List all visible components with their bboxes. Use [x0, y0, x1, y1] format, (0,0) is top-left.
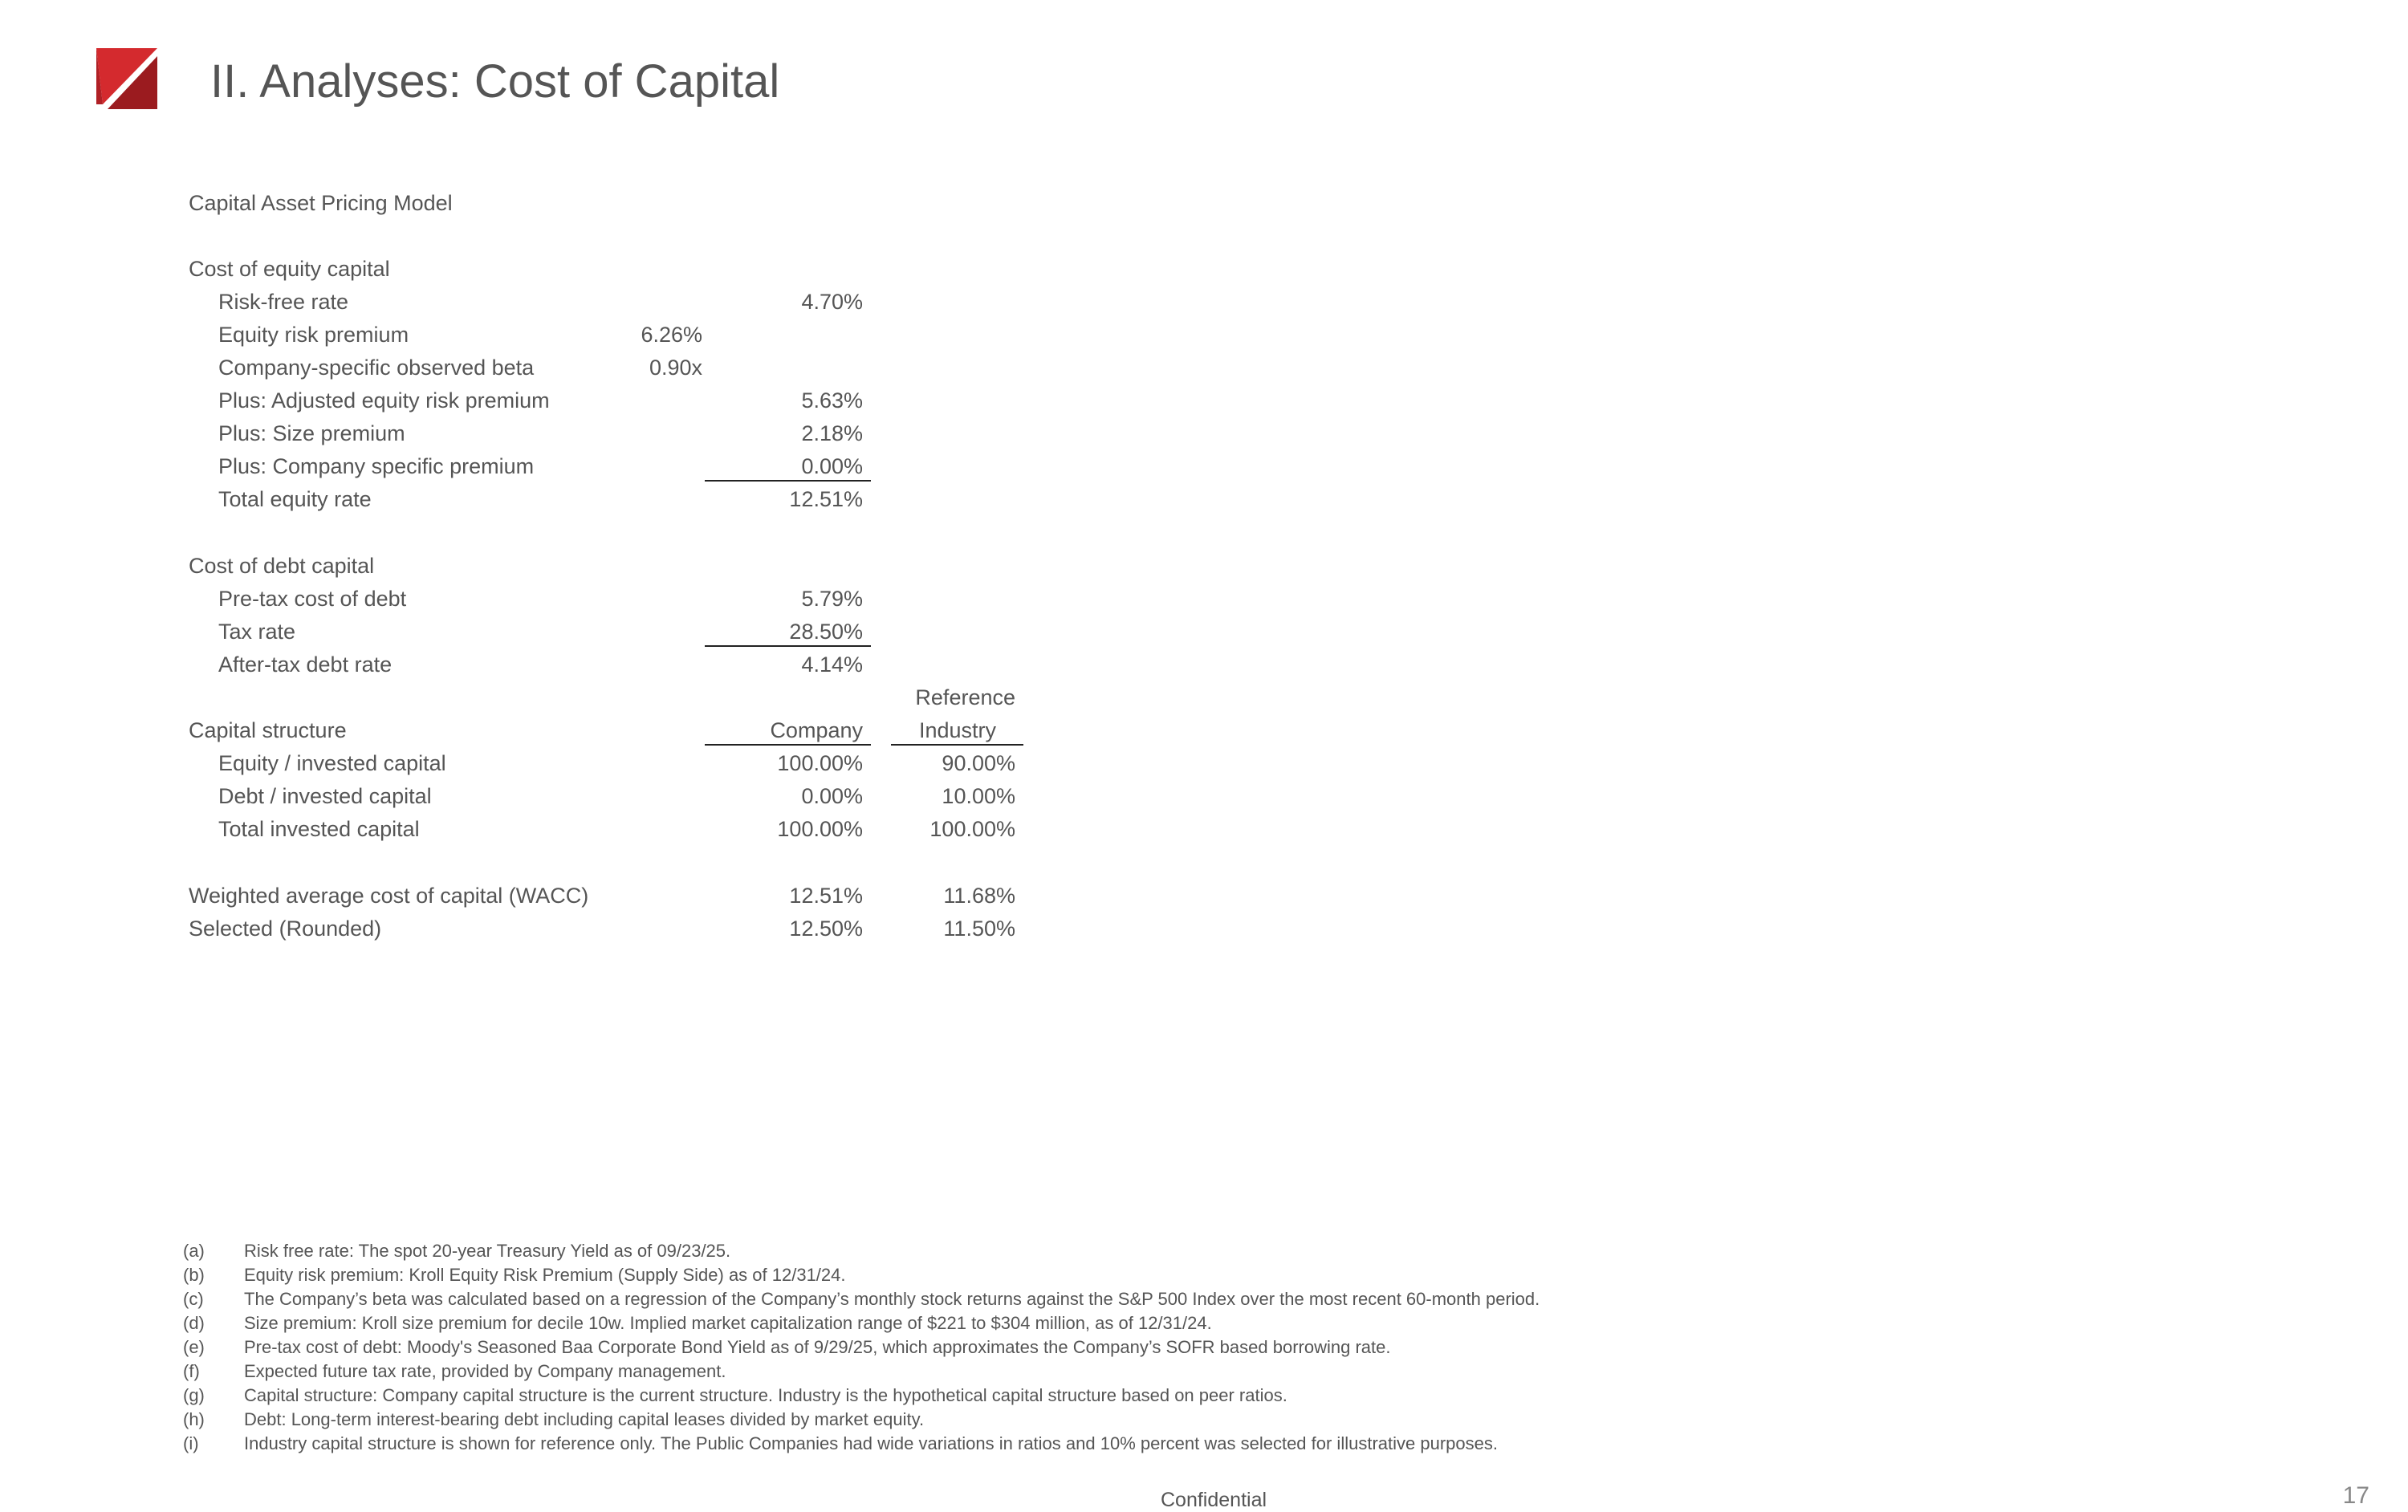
subtotal-rule [705, 480, 871, 482]
footnote-text: Equity risk premium: Kroll Equity Risk Premium (Supply Side) as of 12/31/24. [244, 1265, 846, 1285]
selected-label: Selected (Rounded) [189, 917, 382, 941]
total-equity-rate-value: 12.51% [789, 487, 863, 511]
selected-industry: 11.50% [943, 917, 1015, 941]
equity-invested-industry: 90.00% [942, 751, 1015, 775]
footnote-text: Industry capital structure is shown for reference only. The Public Companies had wide variations in ratios and 10% percent was selected for illustrative purposes. [244, 1433, 1498, 1453]
beta-label: Company-specific observed beta [218, 356, 535, 380]
footnote-text: Pre-tax cost of debt: Moody's Seasoned Baa Corporate Bond Yield as of 9/29/25, which approximates the Company’s SOFR based borrowing rate. [244, 1337, 1391, 1357]
risk-free-rate-value: 4.70% [801, 290, 863, 314]
model-title: Capital Asset Pricing Model [189, 191, 453, 215]
footnote-text: Risk free rate: The spot 20-year Treasury Yield as of 09/23/25. [244, 1241, 731, 1261]
industry-column-header-line1: Reference [915, 685, 1015, 709]
footnote-letter: (d) [183, 1313, 205, 1333]
risk-free-rate-label: Risk-free rate [218, 290, 349, 314]
debt-heading: Cost of debt capital [189, 554, 375, 578]
footnote-letter: (g) [183, 1385, 205, 1405]
size-premium-label: Plus: Size premium [218, 421, 405, 445]
after-tax-debt-label: After-tax debt rate [218, 652, 393, 677]
footnote-letter: (f) [183, 1361, 200, 1381]
company-column-header: Company [770, 718, 863, 742]
footnote-text: Debt: Long-term interest-bearing debt including capital leases divided by market equity. [244, 1409, 925, 1429]
footnote-text: Expected future tax rate, provided by Company management. [244, 1361, 726, 1381]
structure-heading: Capital structure [189, 718, 347, 742]
total-invested-industry: 100.00% [929, 817, 1015, 841]
size-premium-value: 2.18% [801, 421, 863, 445]
equity-risk-premium-input: 6.26% [641, 323, 702, 347]
wacc-company: 12.51% [789, 884, 863, 908]
wacc-industry: 11.68% [943, 884, 1015, 908]
company-specific-premium-label: Plus: Company specific premium [218, 454, 535, 478]
adjusted-erp-label: Plus: Adjusted equity risk premium [218, 388, 550, 413]
page-number: 17 [2342, 1482, 2369, 1509]
footnote-text: The Company’s beta was calculated based on a regression of the Company’s monthly stock returns against the S&P 500 Index over the most recent 60-month period. [244, 1289, 1540, 1309]
footnote-letter: (a) [183, 1241, 205, 1261]
page-title: II. Analyses: Cost of Capital [210, 55, 780, 108]
debt-invested-label: Debt / invested capital [218, 784, 432, 808]
footnote-text: Size premium: Kroll size premium for decile 10w. Implied market capitalization range of $221 to $304 million, as of 12/31/24. [244, 1313, 1212, 1333]
footnote-letter: (e) [183, 1337, 205, 1357]
column-header-rule [891, 744, 1023, 746]
debt-invested-industry: 10.00% [942, 784, 1015, 808]
equity-invested-label: Equity / invested capital [218, 751, 446, 775]
equity-risk-premium-label: Equity risk premium [218, 323, 409, 347]
equity-heading: Cost of equity capital [189, 257, 390, 281]
total-invested-company: 100.00% [777, 817, 863, 841]
tax-rate-label: Tax rate [218, 620, 296, 644]
adjusted-erp-value: 5.63% [801, 388, 863, 413]
industry-column-header-line2: Industry [919, 718, 997, 742]
pretax-debt-value: 5.79% [801, 587, 863, 611]
confidential-label: Confidential [1161, 1489, 1267, 1511]
footnote-letter: (c) [183, 1289, 204, 1309]
wacc-label: Weighted average cost of capital (WACC) [189, 884, 589, 908]
equity-invested-company: 100.00% [777, 751, 863, 775]
footnote-text: Capital structure: Company capital structure is the current structure. Industry is the hypothetical capital structure based on peer ratios. [244, 1385, 1287, 1405]
footnote-letter: (i) [183, 1433, 199, 1453]
beta-input: 0.90x [649, 356, 702, 380]
tax-rate-value: 28.50% [789, 620, 863, 644]
subtotal-rule [705, 645, 871, 647]
after-tax-debt-value: 4.14% [801, 652, 863, 677]
selected-company: 12.50% [789, 917, 863, 941]
column-header-rule [705, 744, 871, 746]
total-equity-rate-label: Total equity rate [218, 487, 372, 511]
pretax-debt-label: Pre-tax cost of debt [218, 587, 407, 611]
red-flag-logo-icon [96, 48, 157, 109]
total-invested-label: Total invested capital [218, 817, 420, 841]
company-specific-premium-value: 0.00% [801, 454, 863, 478]
debt-invested-company: 0.00% [801, 784, 863, 808]
footnote-letter: (b) [183, 1265, 205, 1285]
footnote-letter: (h) [183, 1409, 205, 1429]
